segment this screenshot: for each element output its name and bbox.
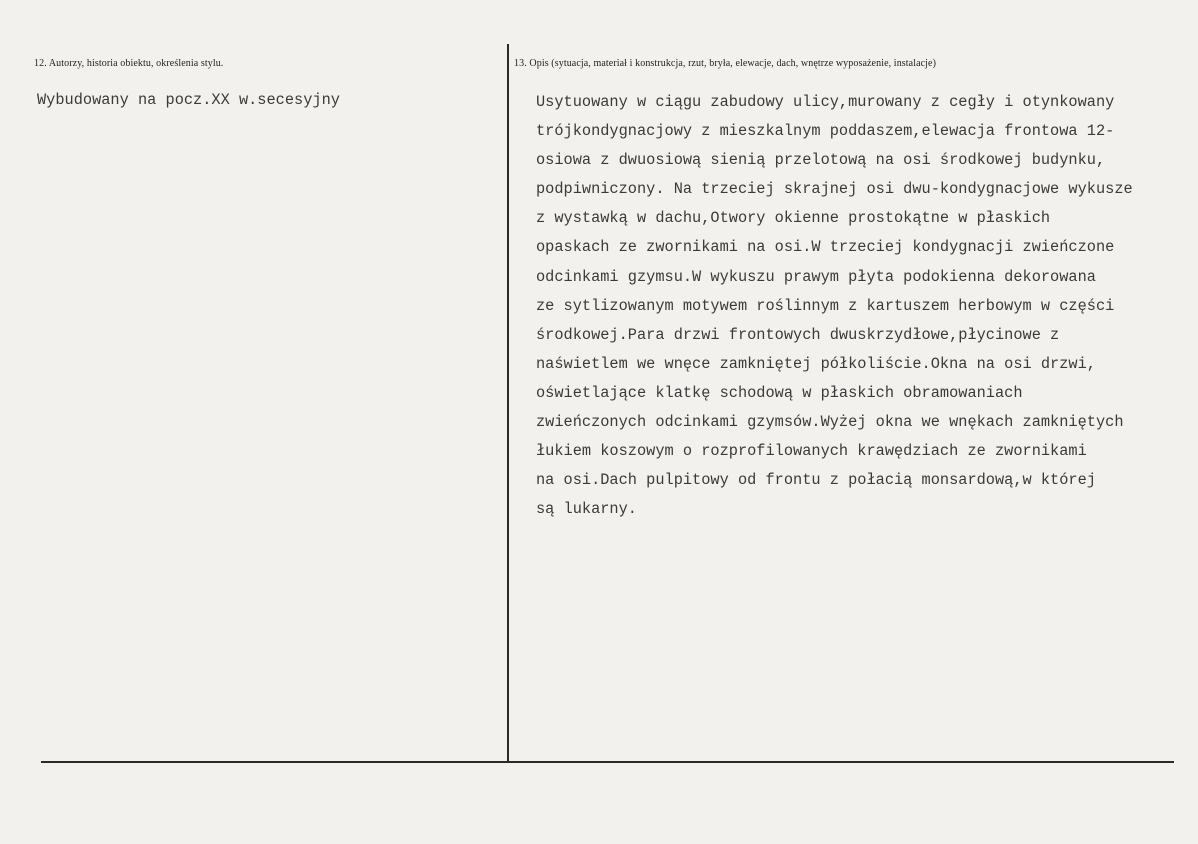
- description-text: [536, 88, 1133, 524]
- description-line: naświetlem we wnęce zamkniętej półkoliście.Okna na osi drzwi,: [536, 354, 1096, 373]
- column-divider: [507, 44, 509, 763]
- description-line: są lukarny.: [536, 500, 637, 519]
- description-line: podpiwniczony. Na trzeciej skrajnej osi dwu-kondygnacjowe wykusze: [536, 180, 1133, 199]
- description-line: osiowa z dwuosiową sienią przelotową na osi środkowej budynku,: [536, 151, 1106, 170]
- description-line: oświetlające klatkę schodową w płaskich obramowaniach: [536, 383, 1023, 402]
- section-12-label: 12. Autorzy, historia obiektu, określenia stylu.: [34, 58, 224, 69]
- section-13-label: 13. Opis (sytuacja, materiał i konstrukcja, rzut, bryła, elewacje, dach, wnętrze wyposażenie, instalacje): [514, 58, 936, 69]
- description-line: łukiem koszowym o rozprofilowanych krawędziach ze zwornikami: [536, 442, 1087, 461]
- bottom-rule: [41, 761, 1174, 763]
- description-line: Usytuowany w ciągu zabudowy ulicy,murowany z cegły i otynkowany: [536, 93, 1115, 111]
- history-text: Wybudowany na pocz.XX w.secesyjny: [37, 91, 340, 109]
- description-line: środkowej.Para drzwi frontowych dwuskrzydłowe,płycinowe z: [536, 325, 1060, 344]
- description-line: odcinkami gzymsu.W wykuszu prawym płyta podokienna dekorowana: [536, 267, 1096, 286]
- description-line: ze sytlizowanym motywem roślinnym z kartuszem herbowym w części: [536, 296, 1115, 315]
- description-line: opaskach ze zwornikami na osi.W trzeciej kondygnacji zwieńczone: [536, 238, 1115, 257]
- description-line: na osi.Dach pulpitowy od frontu z połacią monsardową,w której: [536, 471, 1096, 490]
- description-line: z wystawką w dachu,Otwory okienne prostokątne w płaskich: [536, 209, 1051, 228]
- description-line: zwieńczonych odcinkami gzymsów.Wyżej okna we wnękach zamkniętych: [536, 413, 1124, 432]
- description-line: trójkondygnacjowy z mieszkalnym poddaszem,elewacja frontowa 12-: [536, 122, 1115, 141]
